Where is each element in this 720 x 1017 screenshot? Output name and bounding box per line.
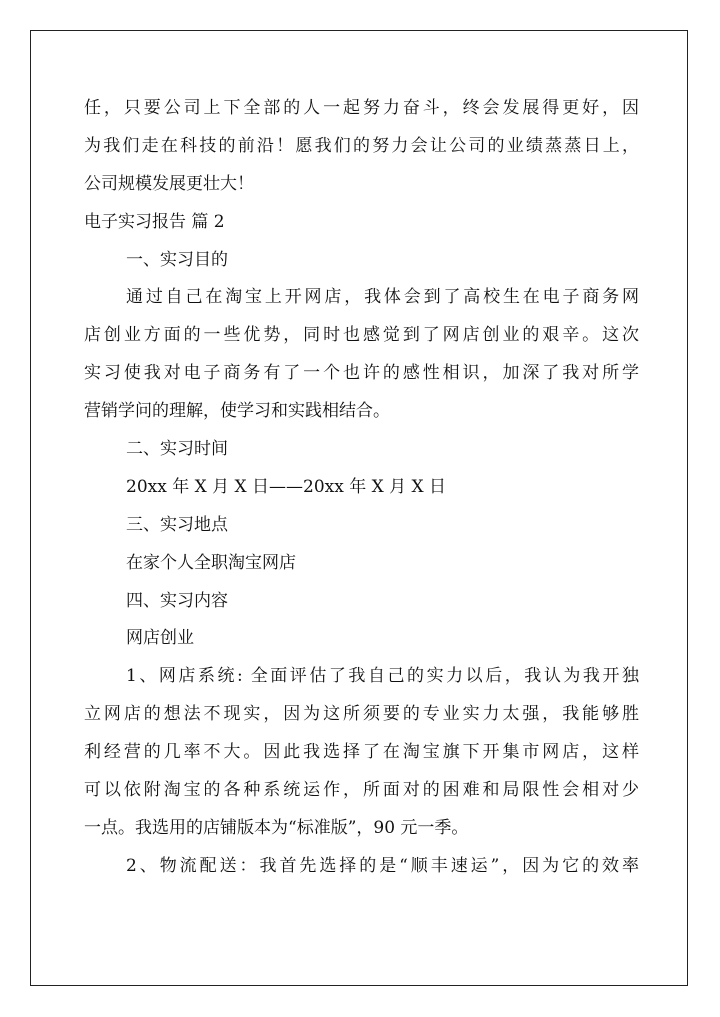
text-line: 网店创业 [126,628,194,649]
text-line: 公司规模发展更壮大！ [84,173,254,194]
text-line: 一点。我选用的店铺版本为“标准版”，90 元一季。 [84,817,469,838]
text-line: 可以依附淘宝的各种系统运作，所面对的困难和局限性会相对少 [84,780,639,801]
section-title: 电子实习报告 篇 2 [84,211,225,232]
heading-time: 二、实习时间 [126,439,228,460]
document-body [84,90,639,886]
text-line: 利经营的几率不大。因此我选择了在淘宝旗下开集市网店，这样 [84,742,639,763]
text-line: 20xx 年 X 月 X 日——20xx 年 X 月 X 日 [126,476,447,497]
text-line: 2、物流配送：我首先选择的是“顺丰速运”，因为它的效率 [126,855,639,876]
text-line: 1、网店系统: 全面评估了我自己的实力以后，我认为我开独 [126,666,639,687]
text-line: 实习使我对电子商务有了一个也许的感性相识，加深了我对所学 [84,363,639,384]
text-line: 为我们走在科技的前沿！愿我们的努力会让公司的业绩蒸蒸日上， [84,135,639,156]
text-line: 营销学问的理解，使学习和实践相结合。 [84,401,390,422]
heading-content: 四、实习内容 [126,590,228,611]
text-line: 在家个人全职淘宝网店 [126,552,296,573]
text-line: 立网店的想法不现实，因为这所须要的专业实力太强，我能够胜 [84,704,639,725]
heading-location: 三、实习地点 [126,514,228,535]
heading-purpose: 一、实习目的 [126,249,228,270]
text-line: 店创业方面的一些优势，同时也感觉到了网店创业的艰辛。这次 [84,325,639,346]
text-line: 通过自己在淘宝上开网店，我体会到了高校生在电子商务网 [126,287,639,308]
text-line: 任，只要公司上下全部的人一起努力奋斗，终会发展得更好，因 [84,98,639,118]
